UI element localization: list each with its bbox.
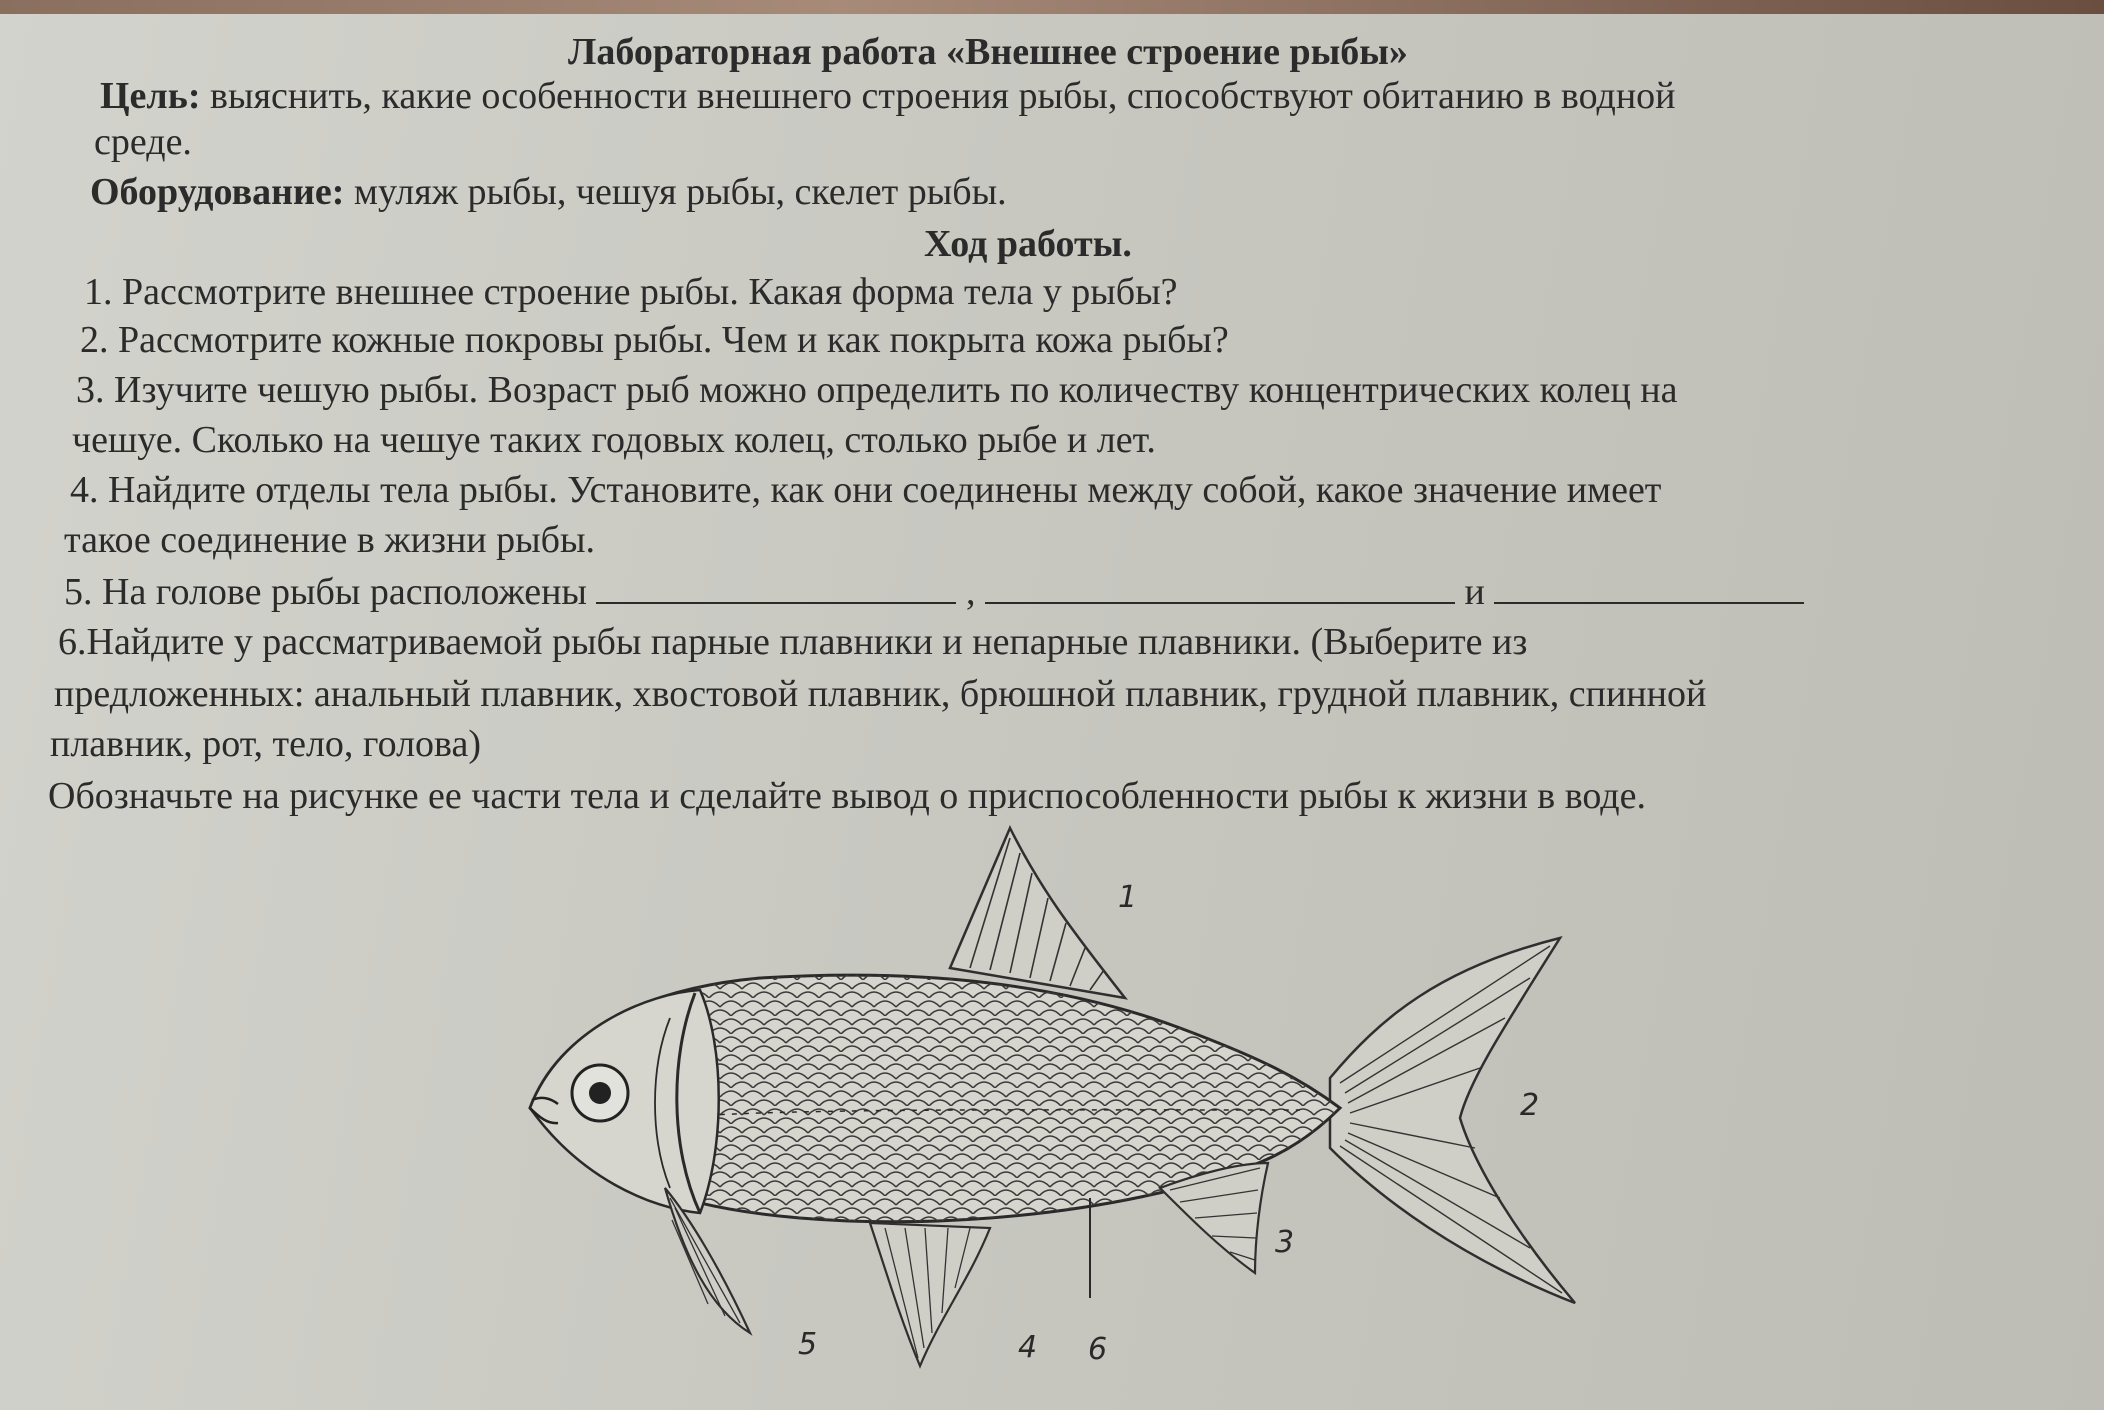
equipment-label: Оборудование: bbox=[90, 171, 345, 213]
dorsal-fin bbox=[950, 828, 1125, 998]
step-6-line-2: предложенных: анальный плавник, хвостовой плавник, брюшной плавник, грудной плавник, спинной bbox=[54, 673, 1707, 715]
procedure-heading: Ход работы. bbox=[924, 223, 1132, 265]
figure-label-2: 2 bbox=[1520, 1088, 1540, 1123]
goal-label: Цель: bbox=[100, 75, 201, 117]
fish-head bbox=[530, 990, 719, 1213]
figure-label-3: 3 bbox=[1275, 1225, 1295, 1260]
step-5 bbox=[64, 570, 1804, 614]
step-1: 1. Рассмотрите внешнее строение рыбы. Какая форма тела у рыбы? bbox=[84, 271, 1178, 313]
step-2: 2. Рассмотрите кожные покровы рыбы. Чем и как покрыта кожа рыбы? bbox=[80, 319, 1229, 361]
step-4-line-1: 4. Найдите отделы тела рыбы. Установите, как они соединены между собой, какое значение имеет bbox=[70, 469, 1662, 511]
step-3-line-2: чешуе. Сколько на чешуе таких годовых колец, столько рыбе и лет. bbox=[72, 419, 1156, 461]
answer-blank-3[interactable] bbox=[1494, 572, 1804, 604]
answer-blank-2[interactable] bbox=[985, 572, 1455, 604]
figure-label-5: 5 bbox=[798, 1327, 818, 1362]
equipment-text: муляж рыбы, чешуя рыбы, скелет рыбы. bbox=[353, 171, 1007, 213]
step-5-and: и bbox=[1464, 571, 1485, 613]
table-edge bbox=[0, 0, 2104, 14]
answer-blank-1[interactable] bbox=[596, 572, 956, 604]
step-6-line-1: 6.Найдите у рассматриваемой рыбы парные плавники и непарные плавники. (Выберите из bbox=[58, 621, 1528, 663]
instruction-line: Обозначьте на рисунке ее части тела и сделайте вывод о приспособленности рыбы к жизни в воде. bbox=[48, 775, 1647, 817]
step-6-line-3: плавник, рот, тело, голова) bbox=[50, 723, 481, 765]
equipment-line bbox=[90, 170, 1007, 214]
figure-label-6: 6 bbox=[1088, 1332, 1108, 1367]
step-5-lead: 5. На голове рыбы расположены bbox=[64, 571, 587, 613]
step-5-comma: , bbox=[965, 571, 976, 613]
worksheet-title: Лабораторная работа «Внешнее строение рыбы» bbox=[568, 31, 1408, 73]
step-4-line-2: такое соединение в жизни рыбы. bbox=[64, 519, 596, 561]
figure-label-1: 1 bbox=[1118, 880, 1138, 915]
step-3-line-1: 3. Изучите чешую рыбы. Возраст рыб можно определить по количеству концентрических колец на bbox=[76, 369, 1678, 411]
goal-text-1: выяснить, какие особенности внешнего строения рыбы, способствуют обитанию в водной bbox=[210, 75, 1676, 117]
goal-line-2: среде. bbox=[94, 121, 192, 163]
pelvic-fin bbox=[870, 1223, 990, 1366]
fish-drawing bbox=[500, 818, 1620, 1378]
figure-label-4: 4 bbox=[1018, 1330, 1038, 1365]
goal-line-1 bbox=[100, 74, 1676, 118]
